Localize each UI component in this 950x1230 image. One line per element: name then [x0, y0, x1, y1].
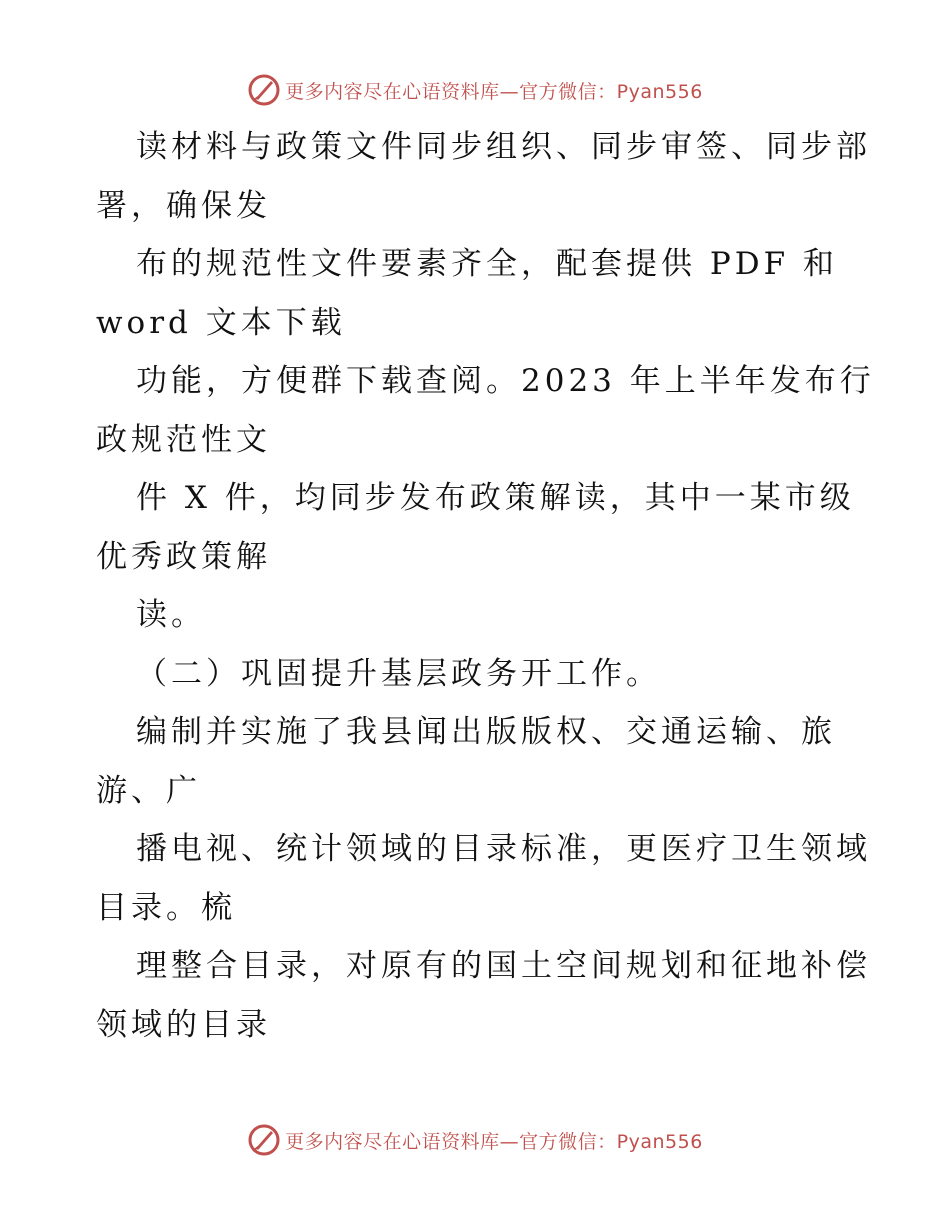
body-line: 编制并实施了我县闻出版版权、交通运输、旅 — [136, 714, 836, 750]
body-line: 播电视、统计领域的目录标准，更医疗卫生领域 — [136, 831, 871, 867]
body-line: 署，确保发 — [96, 187, 271, 224]
body-line: 游、广 — [96, 772, 201, 809]
body-line: 读材料与政策文件同步组织、同步审签、同步部 — [136, 129, 871, 165]
body-line: 目录。梳 — [96, 889, 236, 926]
body-line: 功能，方便群下载查阅。2023 年上半年发布行 — [136, 363, 875, 399]
header-banner-text: 更多内容尽在心语资料库—官方微信：Pyan556 — [285, 80, 703, 103]
footer-banner-text: 更多内容尽在心语资料库—官方微信：Pyan556 — [285, 1130, 703, 1153]
quill-logo-icon — [247, 1123, 281, 1157]
body-line: 读。 — [136, 597, 206, 633]
body-line: 布的规范性文件要素齐全，配套提供 PDF 和 — [136, 246, 838, 282]
body-line: 领域的目录 — [96, 1006, 271, 1043]
header-banner — [0, 70, 950, 110]
footer-banner — [0, 1120, 950, 1160]
document-body — [96, 118, 875, 1054]
quill-logo-icon — [247, 73, 281, 107]
body-line: 理整合目录，对原有的国土空间规划和征地补偿 — [136, 948, 871, 984]
body-line: 件 X 件，均同步发布政策解读，其中一某市级 — [136, 480, 855, 516]
section-heading: （二）巩固提升基层政务开工作。 — [136, 655, 661, 692]
body-line: 优秀政策解 — [96, 538, 271, 575]
body-line: word 文本下载 — [96, 304, 346, 341]
body-line: 政规范性文 — [96, 421, 271, 458]
